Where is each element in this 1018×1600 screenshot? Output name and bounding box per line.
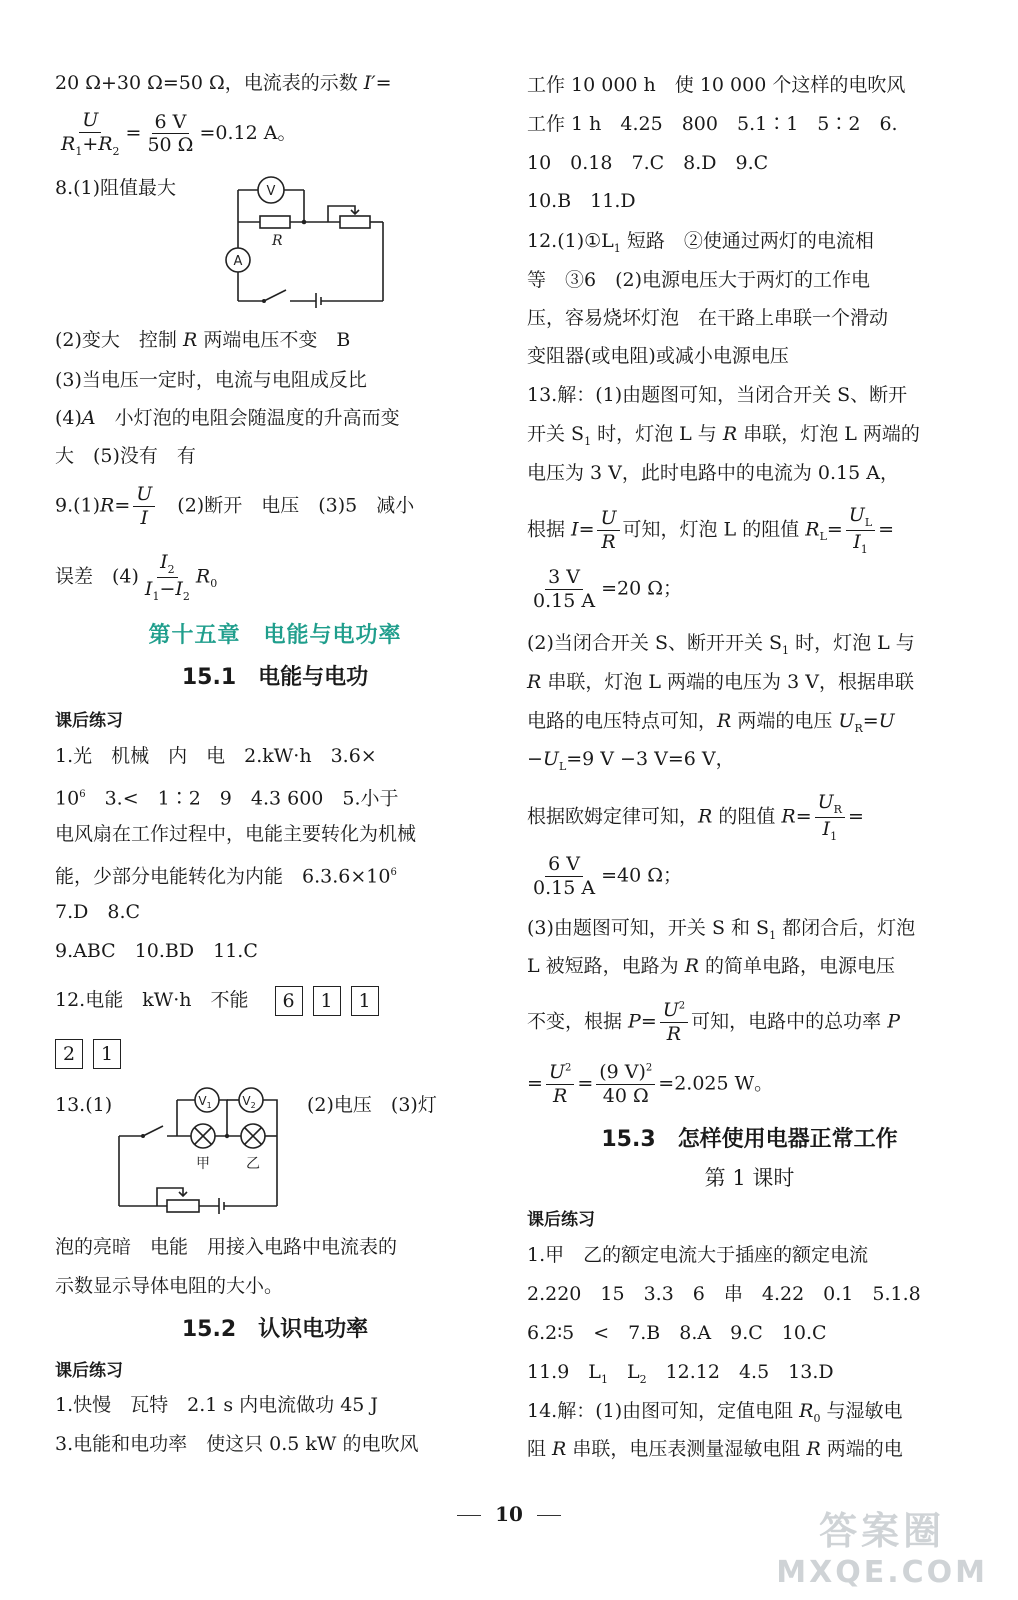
text-line: 10 0.18 7.C 8.D 9.C xyxy=(527,152,769,174)
fraction: $\frac{U^2}{R}$ xyxy=(546,1062,574,1107)
text-line: 电路的电压特点可知，R 两端的电压 $U_R=U$ xyxy=(527,710,895,735)
circuit-diagram-q13 xyxy=(117,1084,297,1219)
question-13: 13.(1) xyxy=(55,1094,113,1116)
text-line: 压，容易烧坏灯泡 在干路上串联一个滑动 xyxy=(527,307,889,329)
answer-box: 1 xyxy=(93,1039,121,1069)
text-line: 大 (5)没有 有 xyxy=(55,445,196,467)
fraction: $\frac{(9 V)^2}{40 \Omega}$ xyxy=(596,1062,655,1107)
fraction: $\frac{U}{R_1+R_2}$ xyxy=(61,109,120,158)
fraction: $\frac{U}{I}$ xyxy=(133,484,155,529)
fraction: $\frac{3 V}{0.15 A}$ xyxy=(533,566,596,612)
formula-line: 根据 I= $\frac{U}{R}$ 可知，灯泡 L 的阻值 $R_L=$ $\frac{U_L}{I_1}$ = xyxy=(527,504,895,556)
text-line: 1.甲 乙的额定电流大于插座的额定电流 xyxy=(527,1244,869,1266)
text-line: L 被短路，电路为 R 的简单电路，电源电压 xyxy=(527,955,896,977)
text-line: 等 ③6 (2)电源电压大于两灯的工作电 xyxy=(527,269,871,291)
text-line: 电压为 3 V，此时电路中的电流为 0.15 A， xyxy=(527,462,899,484)
ammeter-label: A xyxy=(233,254,243,269)
answer-box-row xyxy=(55,1039,131,1069)
text-line: 变阻器(或电阻)或减小电源电压 xyxy=(527,345,789,367)
circuit-diagram-q8 xyxy=(218,176,388,308)
fraction: $\frac{U_L}{I_1}$ xyxy=(846,505,875,556)
voltmeter-v1-label: $V_1$ xyxy=(198,1094,212,1110)
text-line: $-U_L=9$ V −3 V=6 V， xyxy=(527,748,735,773)
text-line: 20 Ω+30 Ω=50 Ω，电流表的示数 I′= xyxy=(55,72,392,94)
formula-line: $\frac{3 V}{0.15 A}$ =20 Ω； xyxy=(527,567,682,612)
text-line: (2)变大 控制 R 两端电压不变 B xyxy=(55,329,351,351)
text-line: $10^6$ 3.< 1∶2 9 4.3 600 5.小于 xyxy=(55,787,399,810)
text-line: 误差 (4) $\frac{I_2}{I_1-I_2}$ $R_0$ xyxy=(55,551,218,603)
chapter-title: 第十五章 电能与电功率 xyxy=(148,622,402,648)
practice-heading: 课后练习 xyxy=(527,1210,595,1230)
text-line: 能，少部分电能转化为内能 $6.3.6\times 10^6$ xyxy=(55,865,397,888)
fraction: $\frac{I_2}{I_1-I_2}$ xyxy=(144,551,190,603)
formula-line: = $\frac{U^2}{R}$ = $\frac{(9 V)^2}{40 \Omega}$ =2.025 W。 xyxy=(527,1061,774,1107)
text-line: 工作 1 h 4.25 800 5.1∶1 5∶2 6. xyxy=(527,113,898,135)
voltmeter-label: V xyxy=(266,184,276,199)
text-line: 11.9 $L_1$ $L_2$ 12.12 4.5 13.D xyxy=(527,1361,834,1386)
text-line: 10.B 11.D xyxy=(527,190,636,212)
text-line: 阻 R 串联，电压表测量湿敏电阻 R 两端的电 xyxy=(527,1438,903,1460)
page-number: 10 xyxy=(0,1502,1018,1526)
formula-line: $\frac{6 V}{0.15 A}$ =40 Ω； xyxy=(527,854,682,899)
text-line: 泡的亮暗 电能 用接入电路中电流表的 xyxy=(55,1236,398,1258)
text-line: $12.(1)①L_1$ 短路 ②使通过两灯的电流相 xyxy=(527,230,874,255)
section-title: 15.1 电能与电功 xyxy=(181,665,369,690)
formula-line: 不变，根据 P= $\frac{U^2}{R}$ 可知，电路中的总功率 P xyxy=(527,999,900,1045)
resistor-label: R xyxy=(272,233,283,249)
answer-box: 6 xyxy=(275,986,303,1016)
lesson-title: 第 1 课时 xyxy=(704,1166,795,1190)
fraction: $\frac{6 V}{50 \Omega}$ xyxy=(147,110,194,157)
text-line: 9.ABC 10.BD 11.C xyxy=(55,940,258,962)
text-line: 1.快慢 瓦特 2.1 s 内电流做功 45 J xyxy=(55,1394,379,1416)
answer-box: 1 xyxy=(351,986,379,1016)
text-line: R 串联，灯泡 L 两端的电压为 3 V，根据串联 xyxy=(527,671,914,693)
text-line: 2.220 15 3.3 6 串 4.22 0.1 5.1.8 xyxy=(527,1283,921,1305)
text-line: 7.D 8.C xyxy=(55,901,141,923)
practice-heading: 课后练习 xyxy=(55,1361,123,1381)
text-line: (2)电压 (3)灯 xyxy=(307,1094,437,1116)
watermark-logo: 答案圈 MXQE.COM xyxy=(776,1509,988,1590)
voltmeter-v2-label: $V_2$ xyxy=(242,1094,256,1110)
lamp-jia-label: 甲 xyxy=(196,1156,210,1172)
practice-heading: 课后练习 xyxy=(55,711,123,731)
lamp-yi-label: 乙 xyxy=(246,1156,260,1172)
text-line: 工作 10 000 h 使 10 000 个这样的电吹风 xyxy=(527,74,906,96)
section-title: 15.3 怎样使用电器正常工作 xyxy=(601,1127,898,1152)
text-line: (4)A 小灯泡的电阻会随温度的升高而变 xyxy=(55,407,400,429)
answer-box: 2 xyxy=(55,1039,83,1069)
answer-box: 1 xyxy=(313,986,341,1016)
text-line: 电风扇在工作过程中，电能主要转化为机械 xyxy=(55,823,417,845)
text-line: (2)当闭合开关 S、断开开关 $S_1$ 时，灯泡 L 与 xyxy=(527,632,915,657)
section-title: 15.2 认识电功率 xyxy=(181,1317,369,1342)
text-line: (3)当电压一定时，电流与电阻成反比 xyxy=(55,369,367,391)
question-8: 8.(1)阻值最大 xyxy=(55,177,177,199)
text-line: 3.电能和电功率 使这只 0.5 kW 的电吹风 xyxy=(55,1433,419,1455)
fraction: $\frac{U^2}{R}$ xyxy=(660,1000,688,1045)
fraction: $\frac{U}{R}$ xyxy=(597,508,619,553)
text-line: 14.解：(1)由图可知，定值电阻 $R_0$ 与湿敏电 xyxy=(527,1400,903,1425)
formula-line: $\frac{U}{R_1+R_2}$ = $\frac{6 V}{50 \Omega}$ =0.12 A。 xyxy=(55,110,296,158)
question-12: 12.电能 kW·h 不能 6 1 1 xyxy=(55,986,389,1016)
text-line: 1.光 机械 内 电 2.kW·h 3.6× xyxy=(55,745,377,767)
text-line: 13.解：(1)由题图可知，当闭合开关 S、断开 xyxy=(527,384,908,406)
fraction: $\frac{U_R}{I_1}$ xyxy=(815,792,845,843)
fraction: $\frac{6 V}{0.15 A}$ xyxy=(533,853,596,899)
question-9: 9.(1)R= $\frac{U}{I}$ (2)断开 电压 (3)5 减小 xyxy=(55,483,415,529)
text-line: (3)由题图可知，开关 S 和 $S_1$ 都闭合后，灯泡 xyxy=(527,917,916,942)
text-line: 6.2∶5 < 7.B 8.A 9.C 10.C xyxy=(527,1322,827,1344)
text-line: 开关 $S_1$ 时，灯泡 L 与 R 串联，灯泡 L 两端的 xyxy=(527,423,920,448)
text-line: 示数显示导体电阻的大小。 xyxy=(55,1275,284,1297)
formula-line: 根据欧姆定律可知，R 的阻值 R= $\frac{U_R}{I_1}$ = xyxy=(527,791,864,843)
